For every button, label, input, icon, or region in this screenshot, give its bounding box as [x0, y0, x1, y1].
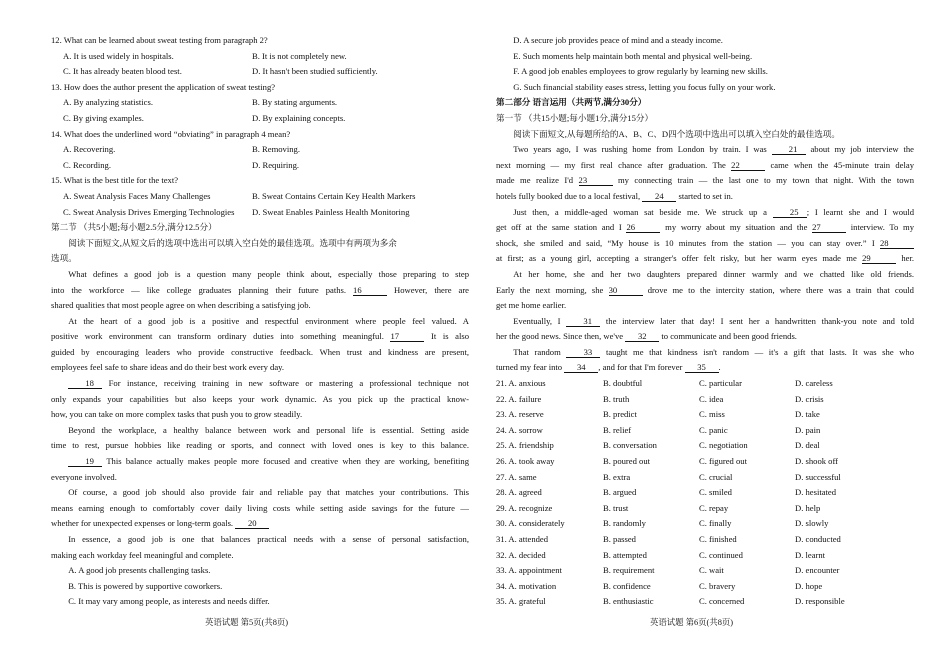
passage-line: everyone involved. — [51, 471, 117, 482]
passage-line — [496, 158, 914, 174]
option-a[interactable]: A. A good job presents challenging tasks. — [68, 565, 211, 576]
section-1-header: 第一节 （共15小题;每小题1分,满分15分） — [496, 112, 654, 123]
text: shock, she smiled and said, “My house is 10 minutes from the station — you can stay over.” I — [496, 237, 875, 248]
section-2-instruction: 阅读下面短文,从短文后的选项中选出可以填入空白处的最佳选项。选项中有两项为多余 — [68, 237, 397, 248]
passage-line — [51, 376, 469, 392]
choice-option[interactable]: C. crucial — [699, 471, 733, 482]
text: whether for unexpected expenses or long-term goals. — [51, 518, 234, 529]
choice-option[interactable]: D. deal — [795, 440, 820, 451]
passage-line: get me home earlier. — [496, 300, 567, 311]
choice-option[interactable]: 27. A. same — [496, 471, 537, 482]
text: positive work environment can transform ordinary duties into something meaningful. — [51, 331, 384, 342]
text: my connecting train — the last one to my town that night. With the town — [617, 175, 914, 186]
choice-option[interactable]: B. doubtful — [603, 378, 643, 389]
choice-row — [496, 392, 914, 408]
text: started to set in. — [678, 190, 733, 201]
blank-24[interactable]: 24 — [642, 191, 676, 202]
choice-option[interactable]: D. learnt — [795, 549, 826, 560]
choice-row — [496, 376, 914, 392]
passage-line — [496, 329, 914, 345]
choice-option[interactable]: 26. A. took away — [496, 456, 555, 467]
choice-option[interactable]: 28. A. agreed — [496, 487, 542, 498]
option-c[interactable]: C. It may vary among people, as interests and needs differ. — [68, 596, 270, 607]
passage-line — [496, 189, 914, 205]
passage-line — [496, 236, 914, 252]
choice-option[interactable]: B. predict — [603, 409, 637, 420]
choice-option[interactable]: D. help — [795, 502, 821, 513]
question-12-options — [51, 64, 469, 80]
question-15-options — [51, 205, 469, 221]
text: This balance actually makes people more focused and creative when they are working, benefiting — [106, 456, 469, 467]
text: , and for that I'm forever — [598, 362, 683, 373]
choice-row — [496, 470, 914, 486]
passage-line — [51, 454, 469, 470]
passage-line — [496, 220, 914, 236]
blank-26[interactable]: 26 — [626, 222, 660, 233]
option-e[interactable]: E. Such moments help maintain both mental and physical well-being. — [513, 50, 753, 61]
passage-line: At her home, she and her two daughters prepared dinner warmly and we chatted like old friends. — [513, 268, 914, 279]
text: next morning — my first real chance after graduation. The — [496, 159, 726, 170]
blank-34[interactable]: 34 — [564, 362, 598, 373]
blank-35[interactable]: 35 — [685, 362, 719, 373]
blank-29[interactable]: 29 — [862, 253, 896, 264]
option[interactable]: D. By explaining concepts. — [252, 112, 346, 123]
passage-line — [496, 314, 914, 330]
passage-line — [496, 345, 914, 361]
choice-option[interactable]: 22. A. failure — [496, 393, 542, 404]
text: made me realize I'd — [496, 175, 574, 186]
question-15-stem: 15. What is the best title for the text? — [51, 175, 179, 186]
choice-option[interactable]: B. trust — [603, 502, 629, 513]
choice-option[interactable]: C. finished — [699, 534, 737, 544]
choice-option[interactable]: D. hesitated — [795, 487, 837, 498]
text: ; I learnt she and I would — [806, 206, 914, 217]
option[interactable]: B. Removing. — [252, 144, 300, 155]
choice-option[interactable]: C. bravery — [699, 580, 736, 591]
choice-option[interactable]: D. crisis — [795, 393, 824, 404]
option[interactable]: D. Requiring. — [252, 159, 300, 170]
blank-21[interactable]: 21 — [772, 144, 806, 155]
page-footer-left: 英语试题 第5页(共8页) — [205, 618, 289, 627]
question-14-options — [51, 158, 469, 174]
passage-line — [496, 173, 914, 189]
choice-option[interactable]: D. hope — [795, 580, 823, 591]
choice-row — [496, 438, 914, 454]
choice-option[interactable]: C. smiled — [699, 487, 732, 498]
blank-19[interactable]: 19 — [68, 456, 102, 467]
choice-option[interactable]: D. responsible — [795, 596, 845, 607]
passage-line: Beyond the workplace, a healthy balance between work and personal life is essential. Setting aside — [68, 424, 469, 435]
passage-line: turned my fear into 34 , and for that I'm forever 35 . — [496, 362, 721, 373]
text: For instance, receiving training in new software or mastering a professional technique not — [108, 378, 469, 389]
choice-option[interactable]: C. negotiation — [699, 440, 748, 451]
choice-row — [496, 563, 914, 579]
option[interactable]: A. Recovering. — [63, 144, 116, 155]
section-1-instruction: 阅读下面短文,从每题所给的A、B、C、D四个选项中选出可以填入空白处的最佳选项。 — [513, 128, 840, 139]
choice-option[interactable]: 32. A. decided — [496, 549, 546, 560]
choice-option[interactable]: C. figured out — [699, 456, 747, 467]
choice-option[interactable]: C. repay — [699, 502, 729, 513]
choice-row — [496, 485, 914, 501]
choice-option[interactable]: D. slowly — [795, 518, 829, 529]
choice-row — [496, 579, 914, 595]
text: get off at the same station and I — [496, 222, 622, 233]
passage-line — [51, 516, 469, 532]
option[interactable]: B. Sweat Contains Certain Key Health Markers — [252, 190, 416, 201]
choice-row — [496, 454, 914, 470]
right-page — [496, 33, 914, 610]
passage-line — [496, 205, 914, 221]
choice-option[interactable]: B. confidence — [603, 580, 651, 591]
text: That random — [513, 346, 561, 357]
choice-option[interactable]: B. argued — [603, 487, 637, 498]
option[interactable]: A. Sweat Analysis Faces Many Challenges — [63, 190, 211, 201]
question-14-stem: 14. What does the underlined word “obviating” in paragraph 4 mean? — [51, 128, 291, 139]
passage-line: how, you can take on more complex tasks that push you to grow steadily. — [51, 409, 303, 420]
left-page — [51, 33, 469, 610]
choice-row — [496, 594, 914, 610]
blank-17[interactable]: 17 — [390, 331, 424, 342]
text: to communicate and been good friends. — [661, 331, 797, 342]
text: hotels fully booked due to a local festival, — [496, 190, 641, 201]
choice-option[interactable]: D. take — [795, 409, 820, 420]
section-2-instruction-cont: 选项。 — [51, 253, 77, 264]
choice-option[interactable]: B. attempted — [603, 549, 647, 560]
option[interactable]: A. By analyzing statistics. — [63, 97, 153, 108]
passage-line: time to rest, pursue hobbies like reading or sports, and connect with loved ones is key to this balance. — [51, 440, 469, 451]
choice-option[interactable]: 21. A. anxious — [496, 378, 546, 389]
choice-option[interactable]: D. successful — [795, 471, 841, 482]
choice-option[interactable]: B. extra — [603, 471, 631, 482]
question-15-options — [51, 189, 469, 205]
option[interactable]: B. By stating arguments. — [252, 97, 338, 108]
passage-line: making each workday feel meaningful and complete. — [51, 549, 234, 560]
text: Just then, a middle-aged woman sat beside me. We struck up a — [513, 206, 768, 217]
blank-30[interactable]: 30 — [609, 285, 643, 296]
choice-option[interactable]: D. careless — [795, 378, 833, 389]
part-2-header: 第二部分 语言运用（共两节,满分30分） — [496, 97, 647, 108]
blank-23[interactable]: 23 — [579, 175, 613, 186]
text: came when the 45-minute train delay — [770, 159, 914, 170]
choice-option[interactable]: D. conducted — [795, 534, 841, 544]
question-12-stem: 12. What can be learned about sweat testing from paragraph 2? — [51, 35, 268, 45]
choice-option[interactable]: B. requirement — [603, 565, 655, 576]
text: interview. To my — [850, 222, 914, 233]
choice-option[interactable]: 25. A. friendship — [496, 440, 554, 451]
option[interactable]: D. Sweat Enables Painless Health Monitoring — [252, 206, 410, 217]
choice-row — [496, 501, 914, 517]
choice-row — [496, 548, 914, 564]
blank-20[interactable]: 20 — [235, 518, 269, 529]
option[interactable]: C. Recording. — [63, 159, 111, 170]
choice-option[interactable]: B. randomly — [603, 518, 646, 529]
text: into the workforce — like college graduates planning their future paths. — [51, 284, 347, 295]
page-footer-right: 英语试题 第6页(共8页) — [650, 618, 734, 627]
choice-table — [496, 376, 914, 610]
passage-line — [51, 329, 469, 345]
passage-line: In essence, a good job is one that balances practical needs with a sense of personal satisfaction, — [68, 534, 469, 544]
choice-option[interactable]: B. truth — [603, 393, 630, 404]
choice-row — [496, 423, 914, 439]
choice-option[interactable]: 33. A. appointment — [496, 565, 562, 576]
blank-32[interactable]: 32 — [625, 331, 659, 342]
option[interactable]: A. It is used widely in hospitals. — [63, 50, 174, 61]
passage-line — [496, 251, 914, 267]
choice-option[interactable]: C. idea — [699, 393, 724, 404]
choice-option[interactable]: B. conversation — [603, 440, 657, 451]
question-13-options — [51, 111, 469, 127]
choice-option[interactable]: B. relief — [603, 424, 632, 435]
choice-option[interactable]: C. continued — [699, 549, 743, 560]
choice-option[interactable]: C. miss — [699, 409, 725, 420]
text: her the good news. Since then, we've — [496, 331, 624, 342]
passage-line: only expands your capabilities but also keeps your work dynamic. As you pick up the practical know- — [51, 393, 469, 404]
option[interactable]: C. Sweat Analysis Drives Emerging Technologies — [63, 206, 235, 217]
blank-22[interactable]: 22 — [731, 160, 765, 171]
text: Early the next morning, she — [496, 284, 604, 295]
choice-option[interactable]: D. shook off — [795, 456, 839, 467]
choice-option[interactable]: C. wait — [699, 565, 724, 576]
choice-option[interactable]: 30. A. considerately — [496, 518, 565, 529]
passage-line: What defines a good job is a question many people think about, especially those preparing to step — [68, 268, 469, 279]
passage-line: employees feel safe to share ideas and do their best work every day. — [51, 362, 285, 373]
passage-line: At the heart of a good job is a positive and respectful environment where people feel valued. A — [68, 315, 469, 326]
option[interactable]: C. By giving examples. — [63, 112, 144, 123]
choice-option[interactable]: D. encounter — [795, 565, 840, 576]
text: turned my fear into — [496, 362, 563, 373]
blank-18[interactable]: 18 — [68, 378, 102, 389]
passage-line — [496, 142, 914, 158]
choice-option[interactable]: 23. A. reserve — [496, 409, 544, 420]
choice-option[interactable]: C. concerned — [699, 596, 745, 607]
choice-row — [496, 532, 914, 548]
text: drove me to the intercity station, where there was a train that could — [647, 284, 914, 295]
option-f[interactable]: F. A good job enables employees to grow regularly by learning new skills. — [513, 66, 768, 77]
choice-option[interactable]: B. passed — [603, 534, 636, 544]
text: It is also — [431, 331, 469, 342]
option[interactable]: C. It has already beaten blood test. — [63, 66, 182, 77]
question-13-stem: 13. How does the author present the application of sweat testing? — [51, 81, 276, 92]
blank-33[interactable]: 33 — [566, 347, 600, 358]
blank-28[interactable]: 28 — [880, 238, 914, 249]
text: my worry about my situation and the — [665, 222, 808, 233]
text: Two years ago, I was rushing home from London by train. I was — [513, 144, 767, 155]
text: taught me that kindness isn't random — it's a gift that lasts. It was she who — [605, 346, 914, 357]
text: at first; as a young girl, accepting a stranger's offer felt risky, but her warm eyes made me — [496, 253, 857, 264]
choice-option[interactable]: 34. A. motivation — [496, 580, 557, 591]
option-b[interactable]: B. This is powered by supportive coworkers. — [68, 580, 223, 591]
choice-option[interactable]: 29. A. recognize — [496, 502, 553, 513]
section-2-header: 第二节 （共5小题;每小题2.5分,满分12.5分） — [51, 222, 217, 233]
choice-option[interactable]: C. finally — [699, 518, 732, 529]
choice-option[interactable]: D. pain — [795, 424, 821, 435]
choice-option[interactable]: C. particular — [699, 378, 742, 389]
choice-option[interactable]: 31. A. attended — [496, 534, 549, 544]
text: Eventually, I — [513, 315, 561, 326]
passage-line: means earning enough to comfortably cover daily living costs while setting aside savings for the future — — [51, 502, 469, 513]
choice-option[interactable]: B. enthusiastic — [603, 596, 654, 607]
question-13-options — [51, 95, 469, 111]
question-12-options — [51, 49, 469, 65]
blank-25[interactable]: 25 — [773, 207, 807, 218]
option-g[interactable]: G. Such financial stability eases stress, letting you focus fully on your work. — [513, 81, 776, 92]
choice-row — [496, 516, 914, 532]
option-d[interactable]: D. A secure job provides peace of mind and a steady income. — [513, 35, 723, 45]
text: the interview later that day! I sent her a handwritten thank-you note and told — [605, 315, 914, 326]
choice-option[interactable]: C. panic — [699, 424, 728, 435]
option[interactable]: B. It is not completely new. — [252, 50, 347, 61]
blank-31[interactable]: 31 — [566, 316, 600, 327]
text: However, there are — [394, 284, 469, 295]
choice-option[interactable]: 35. A. grateful — [496, 596, 546, 607]
passage-line — [496, 283, 914, 299]
passage-line: guided by encouraging leaders who provide constructive feedback. When trust and kindness are present, — [51, 346, 469, 357]
blank-27[interactable]: 27 — [812, 222, 846, 233]
choice-option[interactable]: B. poured out — [603, 456, 651, 467]
choice-row — [496, 407, 914, 423]
text: about my job interview the — [810, 144, 914, 155]
passage-line — [51, 283, 469, 299]
text: her. — [901, 253, 914, 264]
question-14-options — [51, 142, 469, 158]
choice-option[interactable]: 24. A. sorrow — [496, 424, 543, 435]
passage-line: shared qualities that most people agree on when describing a satisfying job. — [51, 300, 311, 311]
option[interactable]: D. It hasn't been studied sufficiently. — [252, 66, 378, 77]
passage-line: Of course, a good job should also provide fair and reliable pay that matches your contributions. This — [68, 487, 469, 498]
blank-16[interactable]: 16 — [353, 285, 387, 296]
